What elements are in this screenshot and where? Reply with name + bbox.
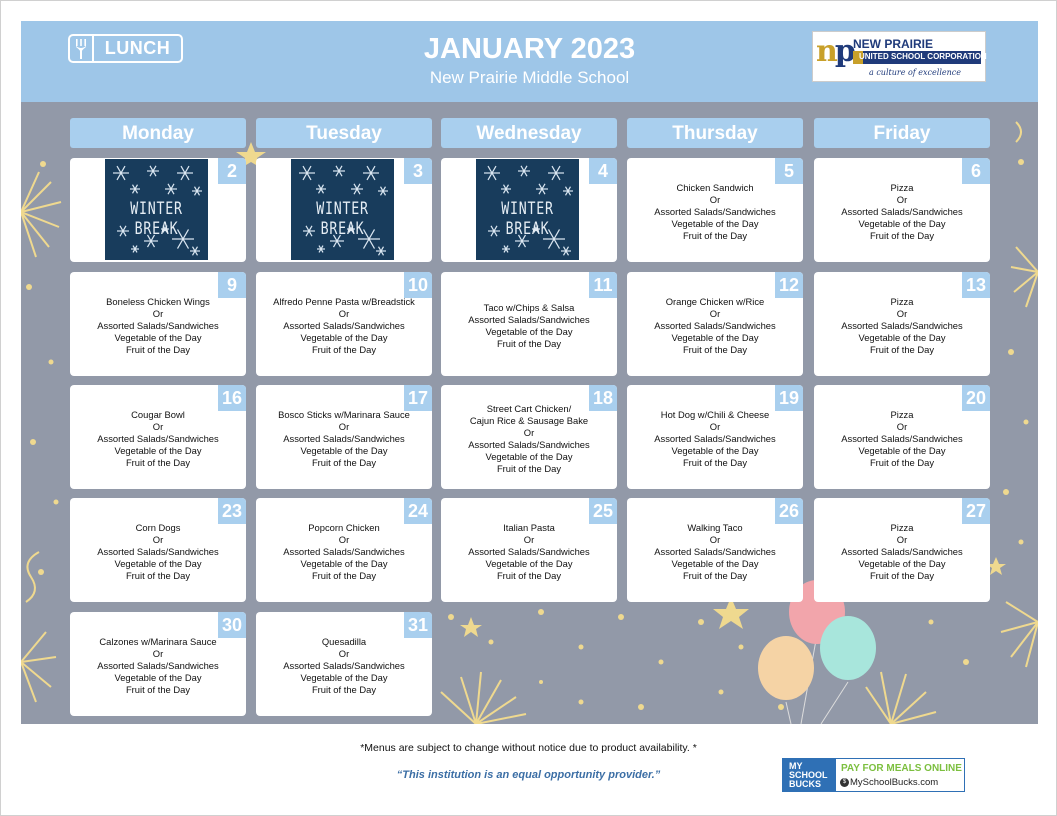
menu-items <box>627 182 803 242</box>
equal-opportunity-text: “This institution is an equal opportunity provider.” <box>396 769 661 781</box>
menu-line: Or <box>896 194 908 205</box>
menu-line: Fruit of the Day <box>125 457 191 468</box>
menu-line: Or <box>896 534 908 545</box>
menu-line: Walking Taco <box>687 522 743 533</box>
school-corporation-logo <box>812 31 986 82</box>
day-number: 10 <box>404 272 432 298</box>
day-number: 23 <box>218 498 246 524</box>
menu-line: Cougar Bowl <box>131 409 185 420</box>
menu-line: Fruit of the Day <box>682 344 748 355</box>
day-number: 5 <box>775 158 803 184</box>
day-header-wednesday: Wednesday <box>441 118 617 148</box>
day-number: 17 <box>404 385 432 411</box>
myschoolbucks-badge[interactable] <box>782 758 965 792</box>
menu-line: Vegetable of the Day <box>114 332 202 343</box>
menu-line: Popcorn Chicken <box>308 522 380 533</box>
day-number: 4 <box>589 158 617 184</box>
menu-line: Street Cart Chicken/ <box>486 403 572 414</box>
menu-line: Or <box>152 421 164 432</box>
pay-for-meals-label: PAY FOR MEALS ONLINE <box>841 763 962 774</box>
school-name: New Prairie Middle School <box>429 68 630 87</box>
menu-line: Vegetable of the Day <box>114 445 202 456</box>
menu-line: Fruit of the Day <box>869 344 935 355</box>
calendar-day-cell <box>70 158 246 262</box>
menu-line: Assorted Salads/Sandwiches <box>654 546 776 557</box>
day-number: 6 <box>962 158 990 184</box>
menu-items <box>814 296 990 356</box>
menu-line: Cajun Rice & Sausage Bake <box>469 415 589 426</box>
day-header-thursday: Thursday <box>627 118 803 148</box>
calendar-day-cell <box>70 498 246 602</box>
menu-items <box>814 409 990 469</box>
calendar-day-cell <box>256 272 432 376</box>
menu-line: Or <box>338 648 350 659</box>
menu-line: Or <box>709 421 721 432</box>
menu-line: Vegetable of the Day <box>300 332 388 343</box>
menu-line: Vegetable of the Day <box>671 558 759 569</box>
menu-line: Fruit of the Day <box>682 570 748 581</box>
logo-initials: np <box>816 34 853 69</box>
menu-items <box>70 636 246 696</box>
menu-line: Or <box>338 421 350 432</box>
calendar-day-cell <box>70 272 246 376</box>
menu-line: Assorted Salads/Sandwiches <box>468 314 590 325</box>
winter-break-label: WINTER BREAK <box>130 199 183 239</box>
day-number: 24 <box>404 498 432 524</box>
day-number: 20 <box>962 385 990 411</box>
calendar-day-cell <box>627 272 803 376</box>
day-number: 30 <box>218 612 246 638</box>
day-header-tuesday: Tuesday <box>256 118 432 148</box>
menu-line: Or <box>338 308 350 319</box>
menu-line: Vegetable of the Day <box>485 326 573 337</box>
menu-line: Pizza <box>890 296 914 307</box>
menu-line: Assorted Salads/Sandwiches <box>97 546 219 557</box>
menu-line: Assorted Salads/Sandwiches <box>97 320 219 331</box>
menu-line: Vegetable of the Day <box>858 218 946 229</box>
menu-items <box>627 296 803 356</box>
menu-line: Vegetable of the Day <box>300 558 388 569</box>
menu-line: Vegetable of the Day <box>114 558 202 569</box>
menu-line: Vegetable of the Day <box>858 558 946 569</box>
menu-line: Vegetable of the Day <box>858 332 946 343</box>
menu-line: Fruit of the Day <box>496 338 562 349</box>
menu-line: Or <box>152 308 164 319</box>
calendar-day-cell <box>256 612 432 716</box>
firework-icon <box>21 632 56 702</box>
winter-break-image <box>105 159 208 260</box>
menu-line: Vegetable of the Day <box>671 218 759 229</box>
menu-line: Fruit of the Day <box>682 457 748 468</box>
menu-line: Taco w/Chips & Salsa <box>483 302 575 313</box>
day-number: 13 <box>962 272 990 298</box>
page-title: JANUARY 2023 <box>423 33 636 65</box>
day-number: 27 <box>962 498 990 524</box>
menu-line: Fruit of the Day <box>311 457 377 468</box>
menu-line: Vegetable of the Day <box>114 672 202 683</box>
menu-line: Or <box>896 308 908 319</box>
disclaimer-text: *Menus are subject to change without notice due to product availability. * <box>360 742 697 754</box>
menu-items <box>256 636 432 696</box>
menu-line: Fruit of the Day <box>311 570 377 581</box>
menu-line: Assorted Salads/Sandwiches <box>283 433 405 444</box>
menu-items <box>441 522 617 582</box>
calendar-day-cell <box>256 385 432 489</box>
menu-line: Assorted Salads/Sandwiches <box>841 206 963 217</box>
calendar-day-cell <box>441 272 617 376</box>
menu-line: Vegetable of the Day <box>485 558 573 569</box>
menu-line: Or <box>523 534 535 545</box>
menu-line: Fruit of the Day <box>125 684 191 695</box>
menu-line: Fruit of the Day <box>869 457 935 468</box>
menu-line: Fruit of the Day <box>311 684 377 695</box>
menu-line: Or <box>523 427 535 438</box>
logo-name: NEW PRAIRIE <box>853 37 934 51</box>
menu-line: Assorted Salads/Sandwiches <box>654 206 776 217</box>
lunch-label: LUNCH <box>104 38 171 58</box>
menu-line: Assorted Salads/Sandwiches <box>97 660 219 671</box>
calendar-day-cell <box>441 158 617 262</box>
menu-line: Assorted Salads/Sandwiches <box>468 546 590 557</box>
menu-line: Pizza <box>890 522 914 533</box>
menu-line: Vegetable of the Day <box>858 445 946 456</box>
menu-line: Calzones w/Marinara Sauce <box>99 636 217 647</box>
calendar-day-cell <box>814 158 990 262</box>
firework-icon <box>1011 247 1038 307</box>
menu-line: Assorted Salads/Sandwiches <box>654 433 776 444</box>
firework-icon <box>866 602 1038 724</box>
menu-items <box>70 296 246 356</box>
calendar-day-cell <box>70 612 246 716</box>
calendar-day-cell <box>627 385 803 489</box>
menu-line: Fruit of the Day <box>496 463 562 474</box>
day-number: 12 <box>775 272 803 298</box>
winter-break-label: WINTER BREAK <box>501 199 554 239</box>
day-number: 19 <box>775 385 803 411</box>
menu-line: Fruit of the Day <box>125 570 191 581</box>
menu-line: Or <box>709 308 721 319</box>
calendar-day-cell <box>70 385 246 489</box>
menu-line: Or <box>709 534 721 545</box>
menu-line: Assorted Salads/Sandwiches <box>841 433 963 444</box>
menu-items <box>441 302 617 350</box>
menu-line: Fruit of the Day <box>496 570 562 581</box>
menu-line: Quesadilla <box>321 636 367 647</box>
calendar-day-cell <box>627 498 803 602</box>
menu-items <box>70 409 246 469</box>
menu-line: Or <box>152 534 164 545</box>
calendar-day-cell <box>627 158 803 262</box>
firework-icon <box>21 172 61 257</box>
menu-line: Boneless Chicken Wings <box>106 296 210 307</box>
menu-line: Bosco Sticks w/Marinara Sauce <box>278 409 410 420</box>
menu-line: Fruit of the Day <box>869 230 935 241</box>
menu-line: Assorted Salads/Sandwiches <box>283 320 405 331</box>
winter-break-image <box>476 159 579 260</box>
menu-line: Fruit of the Day <box>682 230 748 241</box>
myschoolbucks-logo: MY SCHOOL BUCKS <box>783 759 836 791</box>
menu-line: Fruit of the Day <box>125 344 191 355</box>
day-number: 11 <box>589 272 617 298</box>
menu-line: Assorted Salads/Sandwiches <box>97 433 219 444</box>
menu-line: Vegetable of the Day <box>300 445 388 456</box>
day-number: 2 <box>218 158 246 184</box>
menu-items <box>627 409 803 469</box>
menu-line: Pizza <box>890 182 914 193</box>
calendar-day-cell <box>256 158 432 262</box>
day-number: 26 <box>775 498 803 524</box>
winter-break-label: WINTER BREAK <box>316 199 369 239</box>
menu-line: Vegetable of the Day <box>300 672 388 683</box>
menu-items <box>627 522 803 582</box>
menu-line: Italian Pasta <box>503 522 555 533</box>
day-number: 9 <box>218 272 246 298</box>
menu-line: Hot Dog w/Chili & Cheese <box>660 409 770 420</box>
day-header-friday: Friday <box>814 118 990 148</box>
menu-items <box>441 403 617 475</box>
menu-line: Assorted Salads/Sandwiches <box>841 320 963 331</box>
header <box>21 21 1038 102</box>
menu-line: Or <box>338 534 350 545</box>
day-header-monday: Monday <box>70 118 246 148</box>
myschoolbucks-site: MySchoolBucks.com <box>850 777 939 788</box>
logo-corp: UNITED SCHOOL CORPORATION <box>859 52 987 61</box>
menu-line: Or <box>709 194 721 205</box>
winter-break-image <box>291 159 394 260</box>
day-number: 31 <box>404 612 432 638</box>
menu-items <box>256 409 432 469</box>
menu-line: Or <box>896 421 908 432</box>
menu-line: Assorted Salads/Sandwiches <box>841 546 963 557</box>
menu-line: Fruit of the Day <box>311 344 377 355</box>
calendar-day-cell <box>814 498 990 602</box>
day-number: 18 <box>589 385 617 411</box>
menu-line: Assorted Salads/Sandwiches <box>468 439 590 450</box>
calendar-day-cell <box>256 498 432 602</box>
firework-icon <box>441 672 526 724</box>
day-number: 25 <box>589 498 617 524</box>
menu-line: Alfredo Penne Pasta w/Breadstick <box>273 296 415 307</box>
menu-line: Chicken Sandwich <box>676 182 754 193</box>
menu-line: Orange Chicken w/Rice <box>665 296 765 307</box>
menu-line: Assorted Salads/Sandwiches <box>283 660 405 671</box>
menu-items <box>256 522 432 582</box>
menu-items <box>814 522 990 582</box>
calendar-day-cell <box>814 385 990 489</box>
menu-line: Assorted Salads/Sandwiches <box>654 320 776 331</box>
menu-line: Assorted Salads/Sandwiches <box>283 546 405 557</box>
dollar-icon: $ <box>840 778 849 787</box>
menu-line: Vegetable of the Day <box>671 445 759 456</box>
menu-line: Or <box>152 648 164 659</box>
menu-items <box>256 296 432 356</box>
calendar-day-cell <box>441 498 617 602</box>
menu-line: Pizza <box>890 409 914 420</box>
menu-line: Vegetable of the Day <box>671 332 759 343</box>
day-number: 3 <box>404 158 432 184</box>
menu-line: Fruit of the Day <box>869 570 935 581</box>
menu-line: Vegetable of the Day <box>485 451 573 462</box>
logo-tagline: a culture of excellence <box>869 68 961 77</box>
menu-items <box>814 182 990 242</box>
calendar-day-cell <box>441 385 617 489</box>
menu-items <box>70 522 246 582</box>
day-number: 16 <box>218 385 246 411</box>
calendar-day-cell <box>814 272 990 376</box>
menu-line: Corn Dogs <box>135 522 181 533</box>
